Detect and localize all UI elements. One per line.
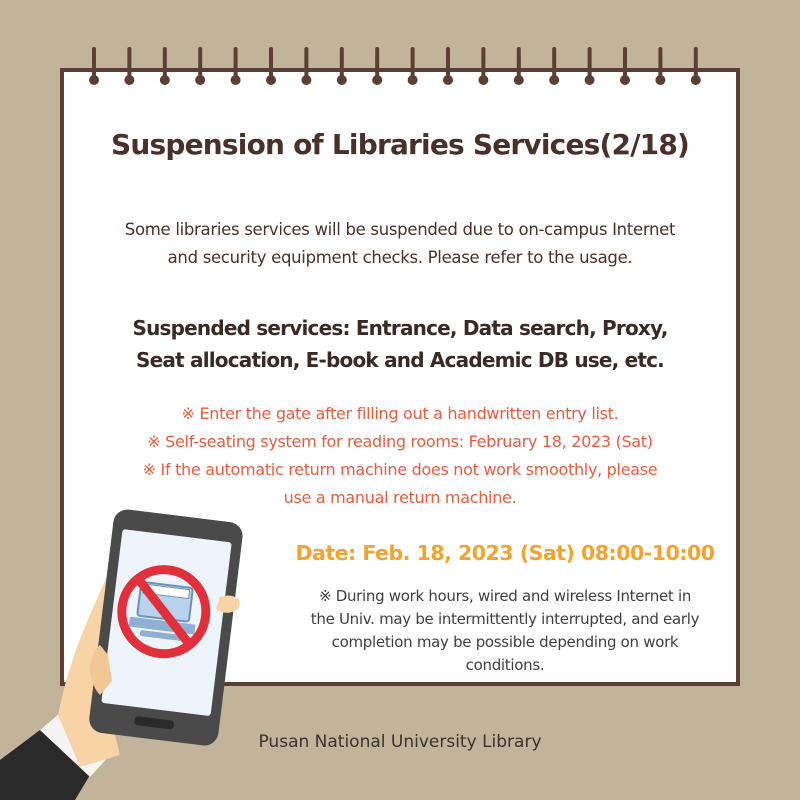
spiral-ring-icon — [585, 49, 595, 85]
note-line: ※ Self-seating system for reading rooms: February 18, 2023 (Sat) — [147, 432, 653, 451]
spiral-ring-icon — [691, 49, 701, 85]
page-title: Suspension of Libraries Services(2/18) — [110, 128, 689, 161]
work-note-line: ※ During work hours, wired and wireless Internet in — [318, 587, 692, 605]
spiral-ring-icon — [514, 49, 524, 85]
footer-library-name: Pusan National University Library — [258, 732, 542, 752]
note-line: ※ If the automatic return machine does not work smoothly, please — [142, 460, 658, 479]
spiral-ring-icon — [655, 49, 665, 85]
spiral-ring-icon — [620, 49, 630, 85]
spiral-ring-icon — [408, 49, 418, 85]
work-note-line: completion may be possible depending on work — [331, 633, 679, 651]
note-line: use a manual return machine. — [283, 488, 517, 507]
spiral-ring-icon — [443, 49, 453, 85]
work-note-line: conditions. — [465, 656, 545, 674]
date-heading: Date: Feb. 18, 2023 (Sat) 08:00-10:00 — [295, 541, 715, 565]
suspended-line: Suspended services: Entrance, Data search, Proxy, — [132, 316, 668, 340]
spiral-ring-icon — [372, 49, 382, 85]
work-note-line: the Univ. may be intermittently interrupted, and early — [310, 610, 700, 628]
spiral-ring-icon — [231, 49, 241, 85]
spiral-ring-icon — [337, 49, 347, 85]
spiral-ring-icon — [195, 49, 205, 85]
suspended-line: Seat allocation, E-book and Academic DB use, etc. — [136, 348, 664, 372]
spiral-ring-icon — [478, 49, 488, 85]
work-note — [285, 585, 725, 677]
phone-illustration — [0, 505, 260, 800]
spiral-ring-icon — [160, 49, 170, 85]
suspended-services — [70, 312, 730, 376]
intro-line: and security equipment checks. Please refer to the usage. — [167, 248, 633, 267]
intro-line: Some libraries services will be suspended due to on-campus Internet — [124, 220, 676, 239]
spiral-ring-icon — [549, 49, 559, 85]
note-line: ※ Enter the gate after filling out a handwritten entry list. — [181, 404, 619, 423]
spiral-ring-icon — [266, 49, 276, 85]
intro-text — [80, 216, 720, 272]
spiral-ring-icon — [301, 49, 311, 85]
notes-list — [70, 400, 730, 512]
spiral-binding — [60, 46, 740, 90]
spiral-ring-icon — [124, 49, 134, 85]
spiral-ring-icon — [89, 49, 99, 85]
